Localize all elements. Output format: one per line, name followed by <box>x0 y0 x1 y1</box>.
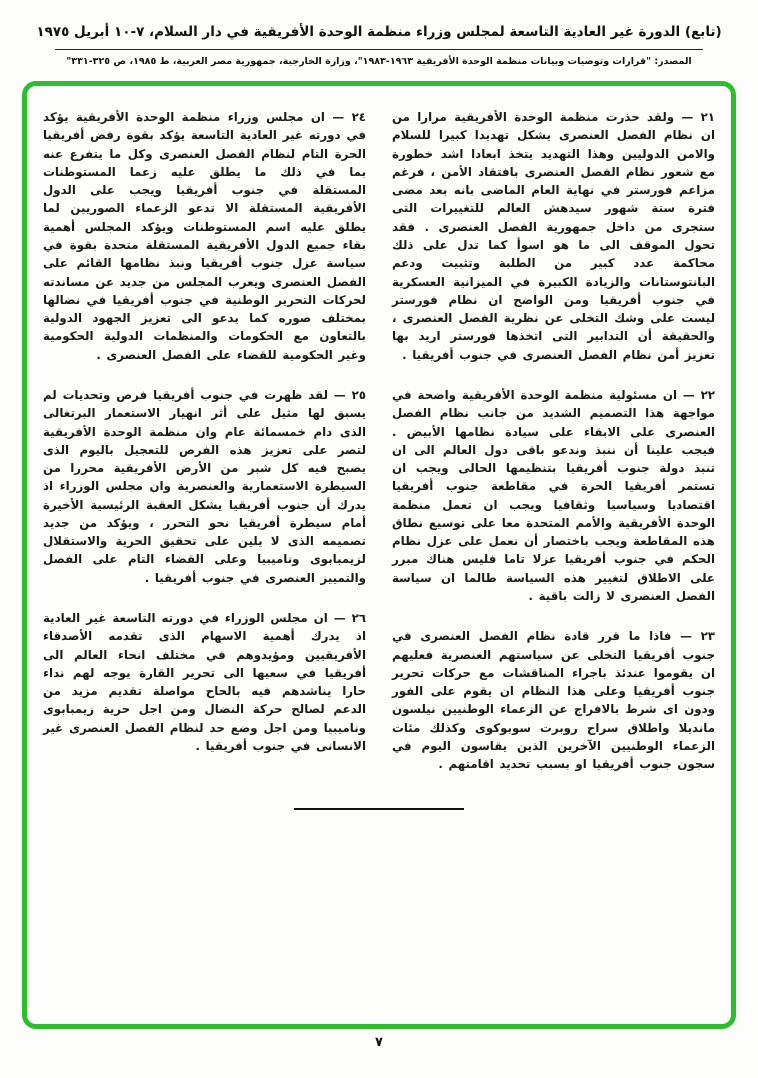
content-frame <box>22 81 736 1029</box>
page-header <box>0 0 758 67</box>
page-title: (تابع) الدورة غير العادية التاسعة لمجلس وزراء منظمة الوحدة الأفريقية في دار السلام، ٧-١٠ أبريل ١٩٧٥ <box>36 24 722 40</box>
paragraph-21-text: ولقد حذرت منظمة الوحدة الأفريقية مرارا من ان نظام الفصل العنصرى يشكل تهديدا كبيرا للسلام والامن الدوليين وهذا التهديد يتخذ ابعادا اشد خطورة مع شعور نظام الفصل العنصرى بافتقاد الأمن ، فرغم مزاعم فورستر في نهاية العام الماضى بانه بعد مضى فترة ستة شهور سيدهش العالم للتغييرات التى ستجرى من داخل جمهورية الفصل العنصرى . فقد تحول الموقف الى ما هو اسوأ كما تدل على ذلك محاكمة عدد كبير من الطلبة وتثبيت ودعم البانتوستانات والزيادة الكبيرة في الميزانية العسكرية في جنوب أفريقيا ومن الواضح ان نظام فورستر ليست على وشك التخلى عن نظرية الفصل العنصرى ، والحقيقة أن التدابير التى اتخذها فورستر اريد بها تعزيز أمن نظام الفصل العنصرى في جنوب أفريقيا . <box>392 110 715 362</box>
paragraph-26-number: ٢٦ — <box>333 611 367 626</box>
paragraph-24-number: ٢٤ — <box>332 110 367 124</box>
paragraph-23-number: ٢٣ — <box>680 629 715 644</box>
header-divider <box>55 49 703 50</box>
page-number: ٧ <box>375 1035 383 1050</box>
paragraph-26-text: ان مجلس الوزراء في دورته التاسعة غير العادية اذ يدرك أهمية الاسهام الذى تقدمه الأصدقاء الأفريقيين ومؤيدوهم في مختلف انحاء العالم الى أفريقيا في سعيها الى تحرير القارة يوجه لهم نداء حارا يناشدهم فيه بالحاح مواصلة تقديم مزيد من الدعم لصالح حركة النضال ومن اجل حرية زيمبابوى وناميبيا ومن اجل وضع حد لنظام الفصل العنصرى غير الانسانى في جنوب أفريقيا . <box>43 611 366 753</box>
end-of-text-divider <box>294 808 464 810</box>
text-columns <box>43 108 715 796</box>
paragraph-24-text: ان مجلس وزراء منظمة الوحدة الأفريقية يؤكد في دورته غير العادية التاسعة يؤكد بقوة رفض أفريقيا الحرة التام لنظام الفصل العنصرى وكل ما يتفرع عنه بما في ذلك ما يطلق عليه زعما المستوطنات المستقلة في جنوب أفريقيا ويجب على الدول الأفريقية المستقلة الا تدعو الزعماء الصوريين لما يطلق عليه اسم المستوطنات ويؤكد المجلس أهمية بقاء جميع الدول الأفريقية المستقلة متحدة بقوة في سياسة عزل جنوب أفريقيا ونبذ نظامها القائم على الفصل العنصرى ويعرب المجلس من جديد عن مساندته لحركات التحرير الوطنية في جنوب أفريقيا في نضالها بمختلف صوره كما يدعو الى تعزيز الجهود الدولية بالتعاون مع الحكومات والمنظمات الدولية الحكومية وغير الحكومية للقضاء على الفصل العنصرى . <box>43 110 366 362</box>
paragraph-25-text: لقد ظهرت في جنوب أفريقيا فرص وتحديات لم يسبق لها مثيل على أثر انهيار الاستعمار البرتغالى الذى دام خمسمائة عام وان منظمة الوحدة الأفريقية لتصر على تعزيز هذه الفرص للتعجيل باليوم الذى يصبح فيه كل شبر من الأرض الأفريقية محررا من السيطرة الاستعمارية والعنصرية وان مجلس الوزراء اذ يدرك أن جنوب أفريقيا يشكل العقبة الرئيسية الأخيرة أمام سيطرة أفريقيا نحو التحرر ، ويؤكد من جديد تصميمه الذى لا يلين على تحقيق الحرية والاستقلال لزيمبابوى وناميبيا وعلى القضاء التام على الفصل والتمييز العنصرى في جنوب أفريقيا . <box>43 387 366 585</box>
paragraph-24 <box>43 108 366 364</box>
paragraph-22-text: ان مسئولية منظمة الوحدة الأفريقية واضحة في مواجهة هذا التصميم الشديد من جانب نظام الفصل العنصرى على الابقاء على سيادة نظامها الأبيض . فيجب علينا أن ننبذ وندعو باقى دول العالم الى ان تنبذ دولة جنوب أفريقيا بتنظيمها الحالى ويجب ان تستمر أفريقيا الحرة في مقاطعة جنوب أفريقيا اقتصاديا وسياسيا وثقافيا ويجب ان تعمل منظمة الوحدة الأفريقية والأمم المتحدة معا على توسيع نطاق هذه المقاطعة ويجب باختصار أن نعمل على عزل نظام الحكم في جنوب أفريقيا عزلا تاما فليس هناك مبرر على الاطلاق لتغيير هذه السياسة طالما ان سياسة الفصل العنصرى لا زالت باقية . <box>392 387 715 604</box>
paragraph-23-text: فاذا ما قرر قادة نظام الفصل العنصرى في جنوب أفريقيا التخلى عن سياستهم العنصرية فعليهم ان يقوموا عندئذ باجراء المناقشات مع حركات تحرير جنوب أفريقيا وعلى هذا النظام ان يقوم على الفور ودون اى شرط بالافراج عن الزعماء الوطنيين نيلسون مانديلا واطلاق سراح روبرت سوبوكوى وكذلك مئات الزعماء الوطنيين الآخرين الذين يقاسون اليوم في سجون جنوب أفريقيا او بسبب تحديد اقامتهم . <box>392 629 715 772</box>
paragraph-22 <box>392 386 715 605</box>
paragraph-22-number: ٢٢ — <box>682 387 716 402</box>
paragraph-25 <box>43 386 366 587</box>
paragraph-25-number: ٢٥ — <box>333 387 367 402</box>
source-line: المصدر: "قرارات وتوصيات وبيانات منظمة الوحدة الأفريقية ١٩٦٣-١٩٨٣"، وزارة الخارجية، جمهورية مصر العربية، ط ١٩٨٥، ص ٣٢٥-٣٣١" <box>66 56 692 67</box>
paragraph-21 <box>392 108 715 364</box>
paragraph-26 <box>43 609 366 755</box>
paragraph-23 <box>392 627 715 773</box>
column-right <box>392 108 715 796</box>
paragraph-21-number: ٢١ — <box>681 110 716 124</box>
column-left <box>43 108 366 796</box>
